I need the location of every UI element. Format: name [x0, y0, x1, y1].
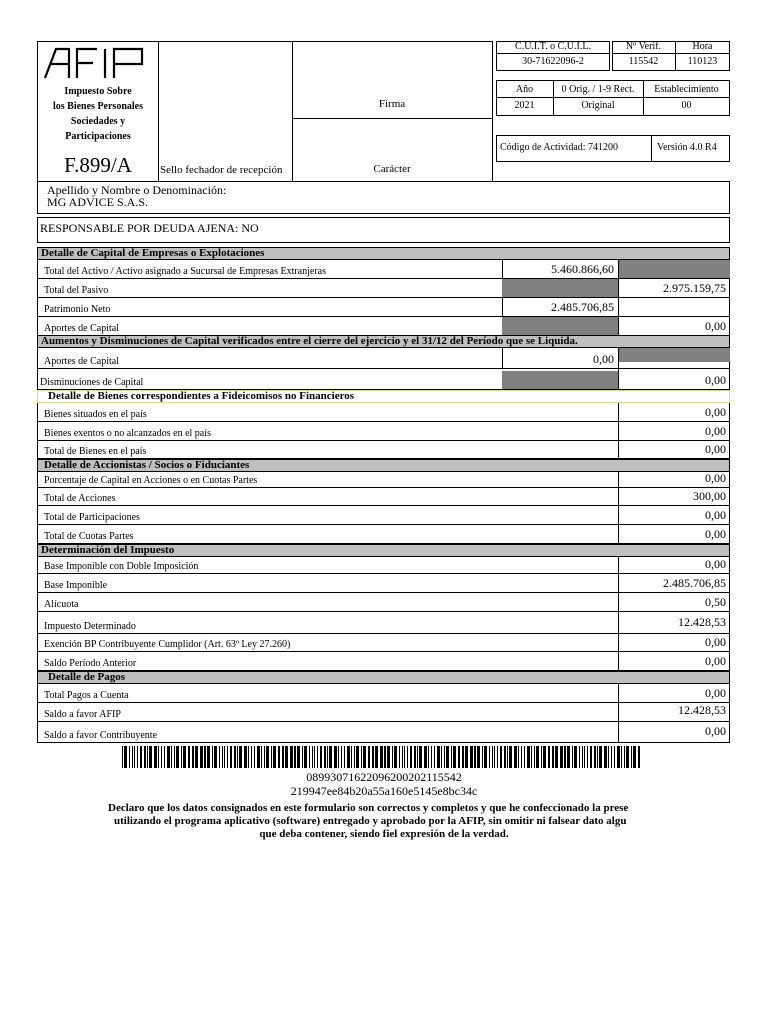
- cuit-label: C.U.I.T. o C.U.I.L.: [515, 41, 591, 52]
- verif-value: 115542: [628, 56, 659, 67]
- barcode-bar: [372, 746, 374, 768]
- row-value: 2.485.706,85: [663, 576, 726, 590]
- barcode-bar: [176, 746, 179, 768]
- barcode-bar: [338, 746, 339, 768]
- barcode-bar: [541, 746, 542, 768]
- section-aumentos: Aumentos y Disminuciones de Capital verificados entre el cierre del ejercicio y el 31/12 del Período que se Liquida.: [37, 335, 730, 348]
- barcode-bar: [507, 746, 508, 768]
- barcode-bar: [230, 746, 232, 768]
- table-row: Total del Activo / Activo asignado a Sucursal de Empresas Extranjeras 5.460.866,60: [37, 260, 730, 279]
- responsable-text: RESPONSABLE POR DEUDA AJENA: NO: [40, 221, 259, 235]
- table-row: Patrimonio Neto 2.485.706,85: [37, 298, 730, 317]
- barcode-bar: [521, 746, 522, 768]
- barcode-bar: [404, 746, 405, 768]
- section-accionistas: Detalle de Accionistas / Socios o Fiduciantes: [37, 459, 730, 472]
- barcode-bar: [192, 746, 194, 768]
- barcode-bar: [219, 746, 220, 768]
- barcode-bar: [531, 746, 532, 768]
- row-value: 12.428,53: [678, 615, 726, 629]
- row-value: 0,00: [705, 508, 726, 522]
- barcode-bar: [462, 746, 464, 768]
- actividad-text: Código de Actividad: 741200: [500, 142, 619, 153]
- barcode-bar: [536, 746, 539, 768]
- barcode-bar: [234, 746, 236, 768]
- barcode-bar: [474, 746, 476, 768]
- section-impuesto: Determinación del Impuesto: [37, 544, 730, 557]
- table-row: Aportes de Capital 0,00: [37, 348, 730, 369]
- table-row: Total de Cuotas Partes 0,00: [37, 525, 730, 544]
- row-value: 12.428,53: [678, 703, 726, 717]
- barcode-bar: [465, 746, 468, 768]
- barcode-bar: [590, 746, 592, 768]
- caracter-label: Carácter: [373, 163, 411, 175]
- table-row: Saldo a favor Contribuyente 0,00: [37, 722, 730, 743]
- barcode-bar: [278, 746, 280, 768]
- disabled-cell: [619, 260, 730, 278]
- table-row: Aportes de Capital 0,00: [37, 317, 730, 336]
- barcode-bar: [402, 746, 403, 768]
- hash-code: 219947ee84b20a55a160e5145e8bc34c: [290, 784, 478, 798]
- barcode-bar: [361, 746, 362, 768]
- barcode-bar: [248, 746, 249, 768]
- barcode-bar: [548, 746, 550, 768]
- orig-label: 0 Orig. / 1-9 Rect.: [561, 84, 635, 95]
- row-value: 0,00: [705, 471, 726, 485]
- barcode-bar: [431, 746, 432, 768]
- table-row: Alícuota 0,50: [37, 593, 730, 612]
- barcode-bar: [147, 746, 148, 768]
- row-value: 0,00: [705, 635, 726, 649]
- table-row: Impuesto Determinado 12.428,53: [37, 612, 730, 634]
- table-row: Total de Participaciones 0,00: [37, 506, 730, 525]
- barcode-bar: [614, 746, 615, 768]
- disabled-cell: [619, 348, 730, 362]
- barcode-bar: [424, 746, 427, 768]
- barcode-bar: [158, 746, 159, 768]
- barcode-bar: [543, 746, 546, 768]
- barcode-bar: [394, 746, 397, 768]
- row-value: 2.975.159,75: [663, 281, 726, 295]
- barcode-bar: [154, 746, 157, 768]
- barcode-bar: [564, 746, 566, 768]
- barcode-bar: [555, 746, 558, 768]
- barcode-bar: [419, 746, 422, 768]
- barcode-bar: [237, 746, 238, 768]
- table-row: Base Imponible con Doble Imposición 0,00: [37, 557, 730, 574]
- hora-value: 110123: [687, 56, 718, 67]
- barcode-bar: [414, 746, 416, 768]
- barcode-bar: [137, 746, 138, 768]
- barcode-bar: [261, 746, 262, 768]
- barcode-bar: [134, 746, 135, 768]
- table-row: Bienes situados en el país 0,00: [37, 403, 730, 422]
- barcode-bar: [489, 746, 490, 768]
- barcode-bar: [171, 746, 172, 768]
- disabled-cell: [502, 317, 618, 335]
- barcode-bar: [344, 746, 345, 768]
- barcode-bar: [294, 746, 296, 768]
- barcode-bar: [380, 746, 383, 768]
- barcode-bar: [188, 746, 190, 768]
- barcode-bar: [149, 746, 152, 768]
- barcode-bar: [312, 746, 313, 768]
- barcode-bar: [579, 746, 580, 768]
- orig-value: Original: [581, 100, 615, 111]
- barcode-bar: [574, 746, 577, 768]
- barcode-bar: [524, 746, 525, 768]
- barcode-bar: [594, 746, 596, 768]
- barcode-bar: [214, 746, 217, 768]
- contribuyente-label: Apellido y Nombre o Denominación:: [47, 183, 227, 197]
- barcode-bar: [399, 746, 400, 768]
- barcode-bar: [597, 746, 598, 768]
- barcode: [122, 746, 642, 768]
- barcode-bar: [446, 746, 449, 768]
- barcode-bar: [509, 746, 512, 768]
- row-value: 0,00: [705, 557, 726, 571]
- barcode-bar: [624, 746, 625, 768]
- row-value: 300,00: [693, 489, 726, 503]
- barcode-bar: [264, 746, 265, 768]
- barcode-bar: [207, 746, 210, 768]
- barcode-bar: [567, 746, 570, 768]
- barcode-bar: [621, 746, 622, 768]
- barcode-bar: [351, 746, 352, 768]
- barcode-bar: [204, 746, 206, 768]
- table-row: Total de Bienes en el país 0,00: [37, 441, 730, 459]
- table-row: Total de Acciones 300,00: [37, 488, 730, 506]
- barcode-bar: [297, 746, 300, 768]
- firma-label: Firma: [378, 98, 406, 110]
- barcode-bar: [482, 746, 483, 768]
- barcode-bar: [347, 746, 350, 768]
- barcode-bar: [174, 746, 175, 768]
- barcode-bar: [633, 746, 636, 768]
- barcode-bar: [368, 746, 370, 768]
- barcode-bar: [375, 746, 378, 768]
- barcode-bar: [363, 746, 366, 768]
- row-value: 0,00: [593, 352, 614, 366]
- estab-value: 00: [681, 100, 692, 111]
- row-value: 0,00: [705, 654, 726, 668]
- section-fideicomisos: Detalle de Bienes correspondientes a Fideicomisos no Financieros: [37, 390, 730, 403]
- form-title: Impuesto Sobre los Bienes Personales Sociedades y Participaciones: [53, 86, 143, 142]
- barcode-bar: [140, 746, 142, 768]
- row-value: 0,00: [705, 319, 726, 333]
- barcode-bar: [251, 746, 252, 768]
- barcode-bar: [584, 746, 585, 768]
- barcode-bar: [212, 746, 213, 768]
- barcode-bar: [638, 746, 640, 768]
- barcode-bar: [477, 746, 480, 768]
- barcode-bar: [631, 746, 632, 768]
- barcode-bar: [285, 746, 288, 768]
- barcode-bar: [611, 746, 612, 768]
- barcode-bar: [407, 746, 408, 768]
- barcode-bar: [341, 746, 342, 768]
- barcode-bar: [304, 746, 307, 768]
- barcode-bar: [181, 746, 182, 768]
- row-value: 0,00: [705, 405, 726, 419]
- barcode-bar: [428, 746, 429, 768]
- barcode-bar: [560, 746, 563, 768]
- barcode-bar: [451, 746, 452, 768]
- barcode-bar: [587, 746, 588, 768]
- barcode-bar: [320, 746, 322, 768]
- barcode-bar: [224, 746, 225, 768]
- section-pagos: Detalle de Pagos: [37, 671, 730, 684]
- barcode-bar: [534, 746, 535, 768]
- barcode-bar: [384, 746, 386, 768]
- disabled-cell: [502, 371, 618, 389]
- barcode-bar: [504, 746, 506, 768]
- barcode-bar: [329, 746, 332, 768]
- barcode-bar: [309, 746, 310, 768]
- barcode-bar: [327, 746, 328, 768]
- barcode-bar: [626, 746, 629, 768]
- barcode-bar: [314, 746, 315, 768]
- barcode-bar: [617, 746, 620, 768]
- estab-label: Establecimiento: [654, 84, 719, 95]
- barcode-bar: [604, 746, 607, 768]
- barcode-bar: [514, 746, 517, 768]
- barcode-bar: [282, 746, 284, 768]
- row-value: 2.485.706,85: [551, 300, 614, 314]
- row-value: 0,00: [705, 424, 726, 438]
- barcode-bar: [129, 746, 130, 768]
- anio-label: Año: [515, 84, 534, 95]
- table-row: Exención BP Contribuyente Cumplidor (Art. 63º Ley 27.260) 0,00: [37, 634, 730, 652]
- row-value: 0,00: [705, 527, 726, 541]
- anio-value: 2021: [514, 100, 535, 111]
- barcode-bar: [257, 746, 260, 768]
- table-row: Bienes exentos o no alcanzados en el país 0,00: [37, 422, 730, 441]
- hora-label: Hora: [692, 41, 713, 52]
- barcode-bar: [290, 746, 293, 768]
- barcode-bar: [458, 746, 460, 768]
- barcode-bar: [500, 746, 502, 768]
- barcode-bar: [470, 746, 473, 768]
- declaration-line: Declaro que los datos consignados en este formulario son correctos y completos y que he confeccionado la prese: [108, 802, 629, 814]
- row-value: 0,00: [705, 373, 726, 387]
- section-capital: Detalle de Capital de Empresas o Explotaciones: [37, 247, 730, 260]
- barcode-bar: [227, 746, 228, 768]
- table-row: Total del Pasivo 2.975.159,75: [37, 279, 730, 298]
- contribuyente-name: MG ADVICE S.A.S.: [47, 195, 149, 209]
- afip-logo: [42, 45, 150, 81]
- barcode-bar: [356, 746, 359, 768]
- declaration-line: que deba contener, siendo fiel expresión de la verdad.: [259, 828, 509, 840]
- barcode-bar: [434, 746, 435, 768]
- row-value: 0,50: [705, 595, 726, 609]
- barcode-bar: [222, 746, 223, 768]
- barcode-bar: [132, 746, 133, 768]
- barcode-bar: [441, 746, 442, 768]
- barcode-bar: [317, 746, 318, 768]
- table-row: Saldo a favor AFIP 12.428,53: [37, 703, 730, 722]
- barcode-bar: [324, 746, 326, 768]
- barcode-bar: [195, 746, 198, 768]
- table-row: Base Imponible 2.485.706,85: [37, 574, 730, 593]
- barcode-bar: [354, 746, 355, 768]
- barcode-bar: [492, 746, 493, 768]
- cuit-value: 30-71622096-2: [522, 56, 584, 67]
- row-value: 0,00: [705, 442, 726, 456]
- barcode-bar: [437, 746, 440, 768]
- barcode-number: 08993071622096200202115542: [306, 770, 462, 784]
- barcode-bar: [273, 746, 276, 768]
- barcode-bar: [417, 746, 418, 768]
- version-text: Versión 4.0 R4: [657, 142, 717, 153]
- barcode-bar: [608, 746, 609, 768]
- barcode-bar: [582, 746, 583, 768]
- barcode-bar: [444, 746, 445, 768]
- barcode-bar: [266, 746, 269, 768]
- table-row: Total Pagos a Cuenta 0,00: [37, 684, 730, 703]
- row-value: 5.460.866,60: [551, 262, 614, 276]
- barcode-bar: [164, 746, 165, 768]
- table-row: Saldo Período Anterior 0,00: [37, 652, 730, 671]
- table-row: Disminuciones de Capital 0,00: [37, 369, 730, 390]
- barcode-bar: [122, 746, 123, 768]
- declaration-line: utilizando el programa aplicativo (software) entregado y aprobado por la AFIP, sin omitir ni falsear dato algu: [114, 815, 627, 827]
- barcode-bar: [599, 746, 602, 768]
- barcode-bar: [572, 746, 573, 768]
- barcode-bar: [392, 746, 393, 768]
- barcode-bar: [183, 746, 186, 768]
- barcode-bar: [518, 746, 519, 768]
- barcode-bar: [484, 746, 487, 768]
- barcode-bar: [527, 746, 530, 768]
- barcode-bar: [239, 746, 242, 768]
- barcode-bar: [552, 746, 554, 768]
- barcode-bar: [254, 746, 255, 768]
- sello-label: Sello fechador de recepción: [160, 164, 283, 176]
- barcode-bar: [387, 746, 390, 768]
- barcode-bar: [161, 746, 162, 768]
- disabled-cell: [502, 279, 618, 297]
- table-row: Porcentaje de Capital en Acciones o en Cuotas Partes 0,00: [37, 472, 730, 488]
- barcode-bar: [124, 746, 127, 768]
- barcode-bar: [410, 746, 412, 768]
- barcode-bar: [494, 746, 495, 768]
- barcode-bar: [271, 746, 272, 768]
- barcode-bar: [200, 746, 203, 768]
- barcode-bar: [244, 746, 247, 768]
- form-number: F.899/A: [64, 153, 132, 177]
- barcode-bar: [167, 746, 170, 768]
- barcode-bar: [453, 746, 456, 768]
- row-value: 0,00: [705, 724, 726, 738]
- verif-label: Nº Verif.: [625, 41, 662, 52]
- barcode-bar: [144, 746, 146, 768]
- barcode-bar: [302, 746, 303, 768]
- barcode-bar: [497, 746, 498, 768]
- row-value: 0,00: [705, 686, 726, 700]
- barcode-bar: [334, 746, 337, 768]
